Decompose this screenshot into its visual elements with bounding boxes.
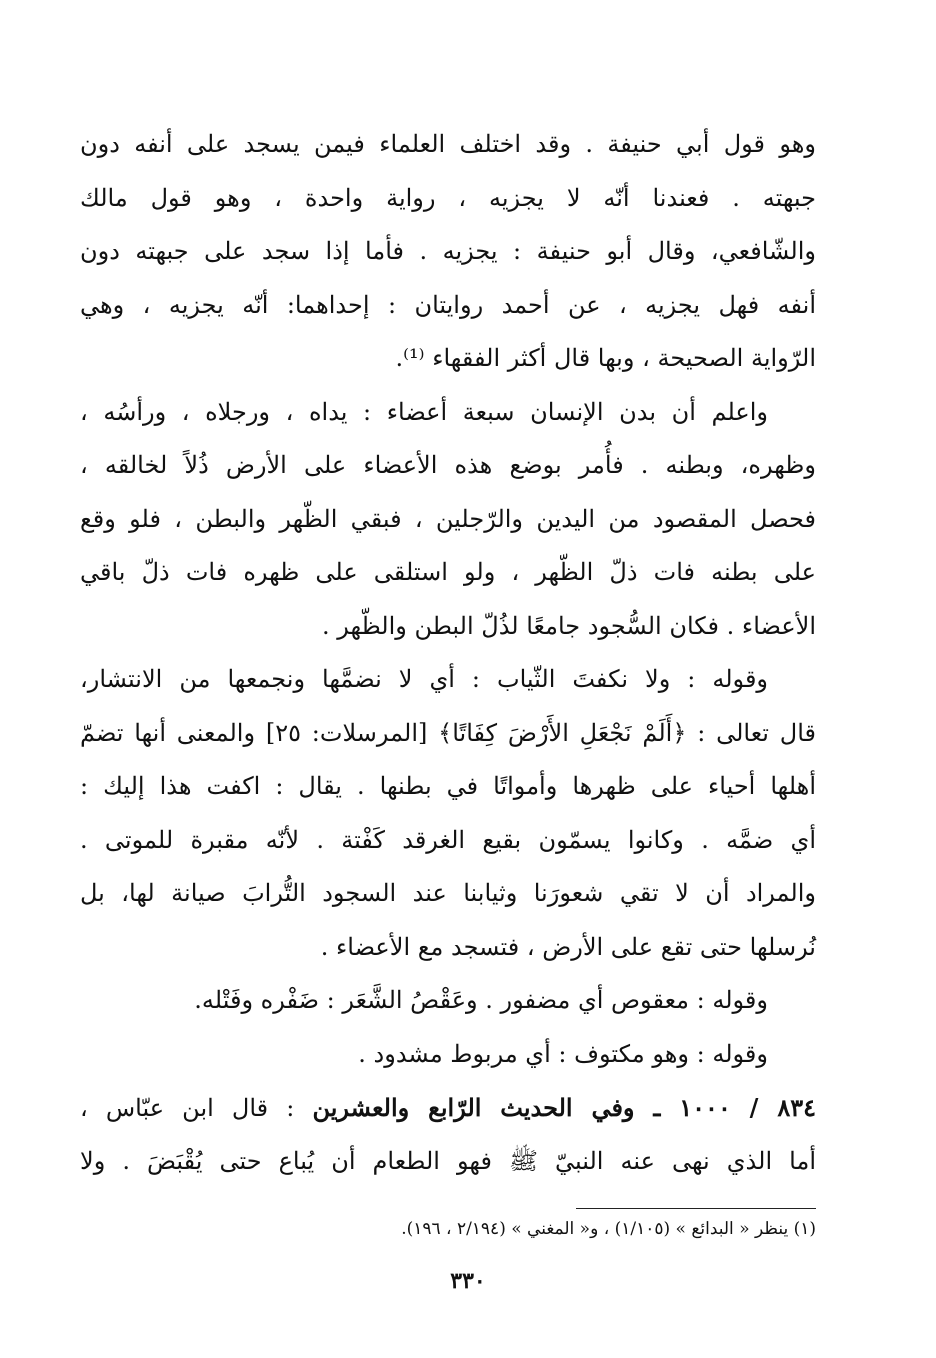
text-line: على بطنه فات ذلّ الظّهر ، ولو استلقى على ظهره فات ذلّ باقي [80,558,816,586]
text-line: فحصل المقصود من اليدين والرّجلين ، فبقي الظّهر والبطن ، فلو وقع [80,504,816,533]
text-line: وقوله : ولا نكفتَ الثّياب : أي لا نضمَّها ونجمعها من الانتشار، [80,665,768,693]
text-line: واعلم أن بدن الإنسان سبعة أعضاء : يداه ، ورجلاه ، ورأسُه ، [80,397,768,426]
hadith-number-heading: ٨٣٤ / ١٠٠٠ ـ وفي الحديث الرّابع والعشرين [312,1093,816,1122]
text-line: وقوله : وهو مكتوف : أي مربوط مشدود . [358,1039,768,1068]
text-line: نُرسلها حتى تقع على الأرض ، فتسجد مع الأعضاء . [320,932,816,961]
text-line: والمراد أن لا تقي شعورَنا وثيابنا عند السجود التُّرابَ صيانة لها، بل [80,879,816,907]
text-line: جبهته . فعندنا أنّه لا يجزيه ، رواية واحدة ، وهو قول مالك [80,183,816,212]
text-line: والشّافعي، وقال أبو حنيفة : يجزيه . فأما إذا سجد على جبهته دون [80,237,816,265]
page-number: ٣٣٠ [450,1268,486,1294]
text-line: أما الذي نهى عنه النبيّ ﷺ فهو الطعام أن يُباع حتى يُقْبَضَ . ولا [80,1146,816,1175]
hadith-heading-rest: : قال ابن عبّاس ، [80,1094,313,1122]
text-line: أنفه فهل يجزيه ، عن أحمد روايتان : إحداهما: أنّه يجزيه ، وهي [80,290,816,319]
text-line: أي ضمَّه . وكانوا يسمّون بقيع الغرقد كَفْتة . لأنّه مقبرة للموتى . [80,825,816,854]
text-line: الأعضاء . فكان السُّجود جامعًا لذُلّ البطن والظّهر . [322,611,816,640]
text-line: أهلها أحياء على ظهرها وأمواتًا في بطنها . يقال : اكفت هذا إليك : [80,772,816,800]
text-line: الرّواية الصحيحة ، وبها قال أكثر الفقهاء ⁽¹⁾. [395,344,816,372]
text-line: قال تعالى : ﴿أَلَمْ نَجْعَلِ الأَرْضَ كِفَاتًا﴾ [المرسلات: ٢٥] والمعنى أنها تضمّ [80,718,816,747]
text-line: وهو قول أبي حنيفة . وقد اختلف العلماء فيمن يسجد على أنفه دون [80,130,816,158]
text-line: وقوله : معقوص أي مضفور . وعَقْصُ الشَّعَر : ضَفْره وفَتْله. [194,986,768,1014]
footnote: (١) ينظر « البدائع » (١/١٠٥) ، و« المغني » (٢/١٩٤ ، ١٩٦). [401,1219,816,1239]
body-text [80,118,816,1188]
text-line: وظهره، وبطنه . فأُمر بوضع هذه الأعضاء على الأرض ذُلاً لخالقه ، [80,451,816,479]
footnote-separator [576,1208,816,1209]
hadith-heading-line [80,1081,816,1135]
